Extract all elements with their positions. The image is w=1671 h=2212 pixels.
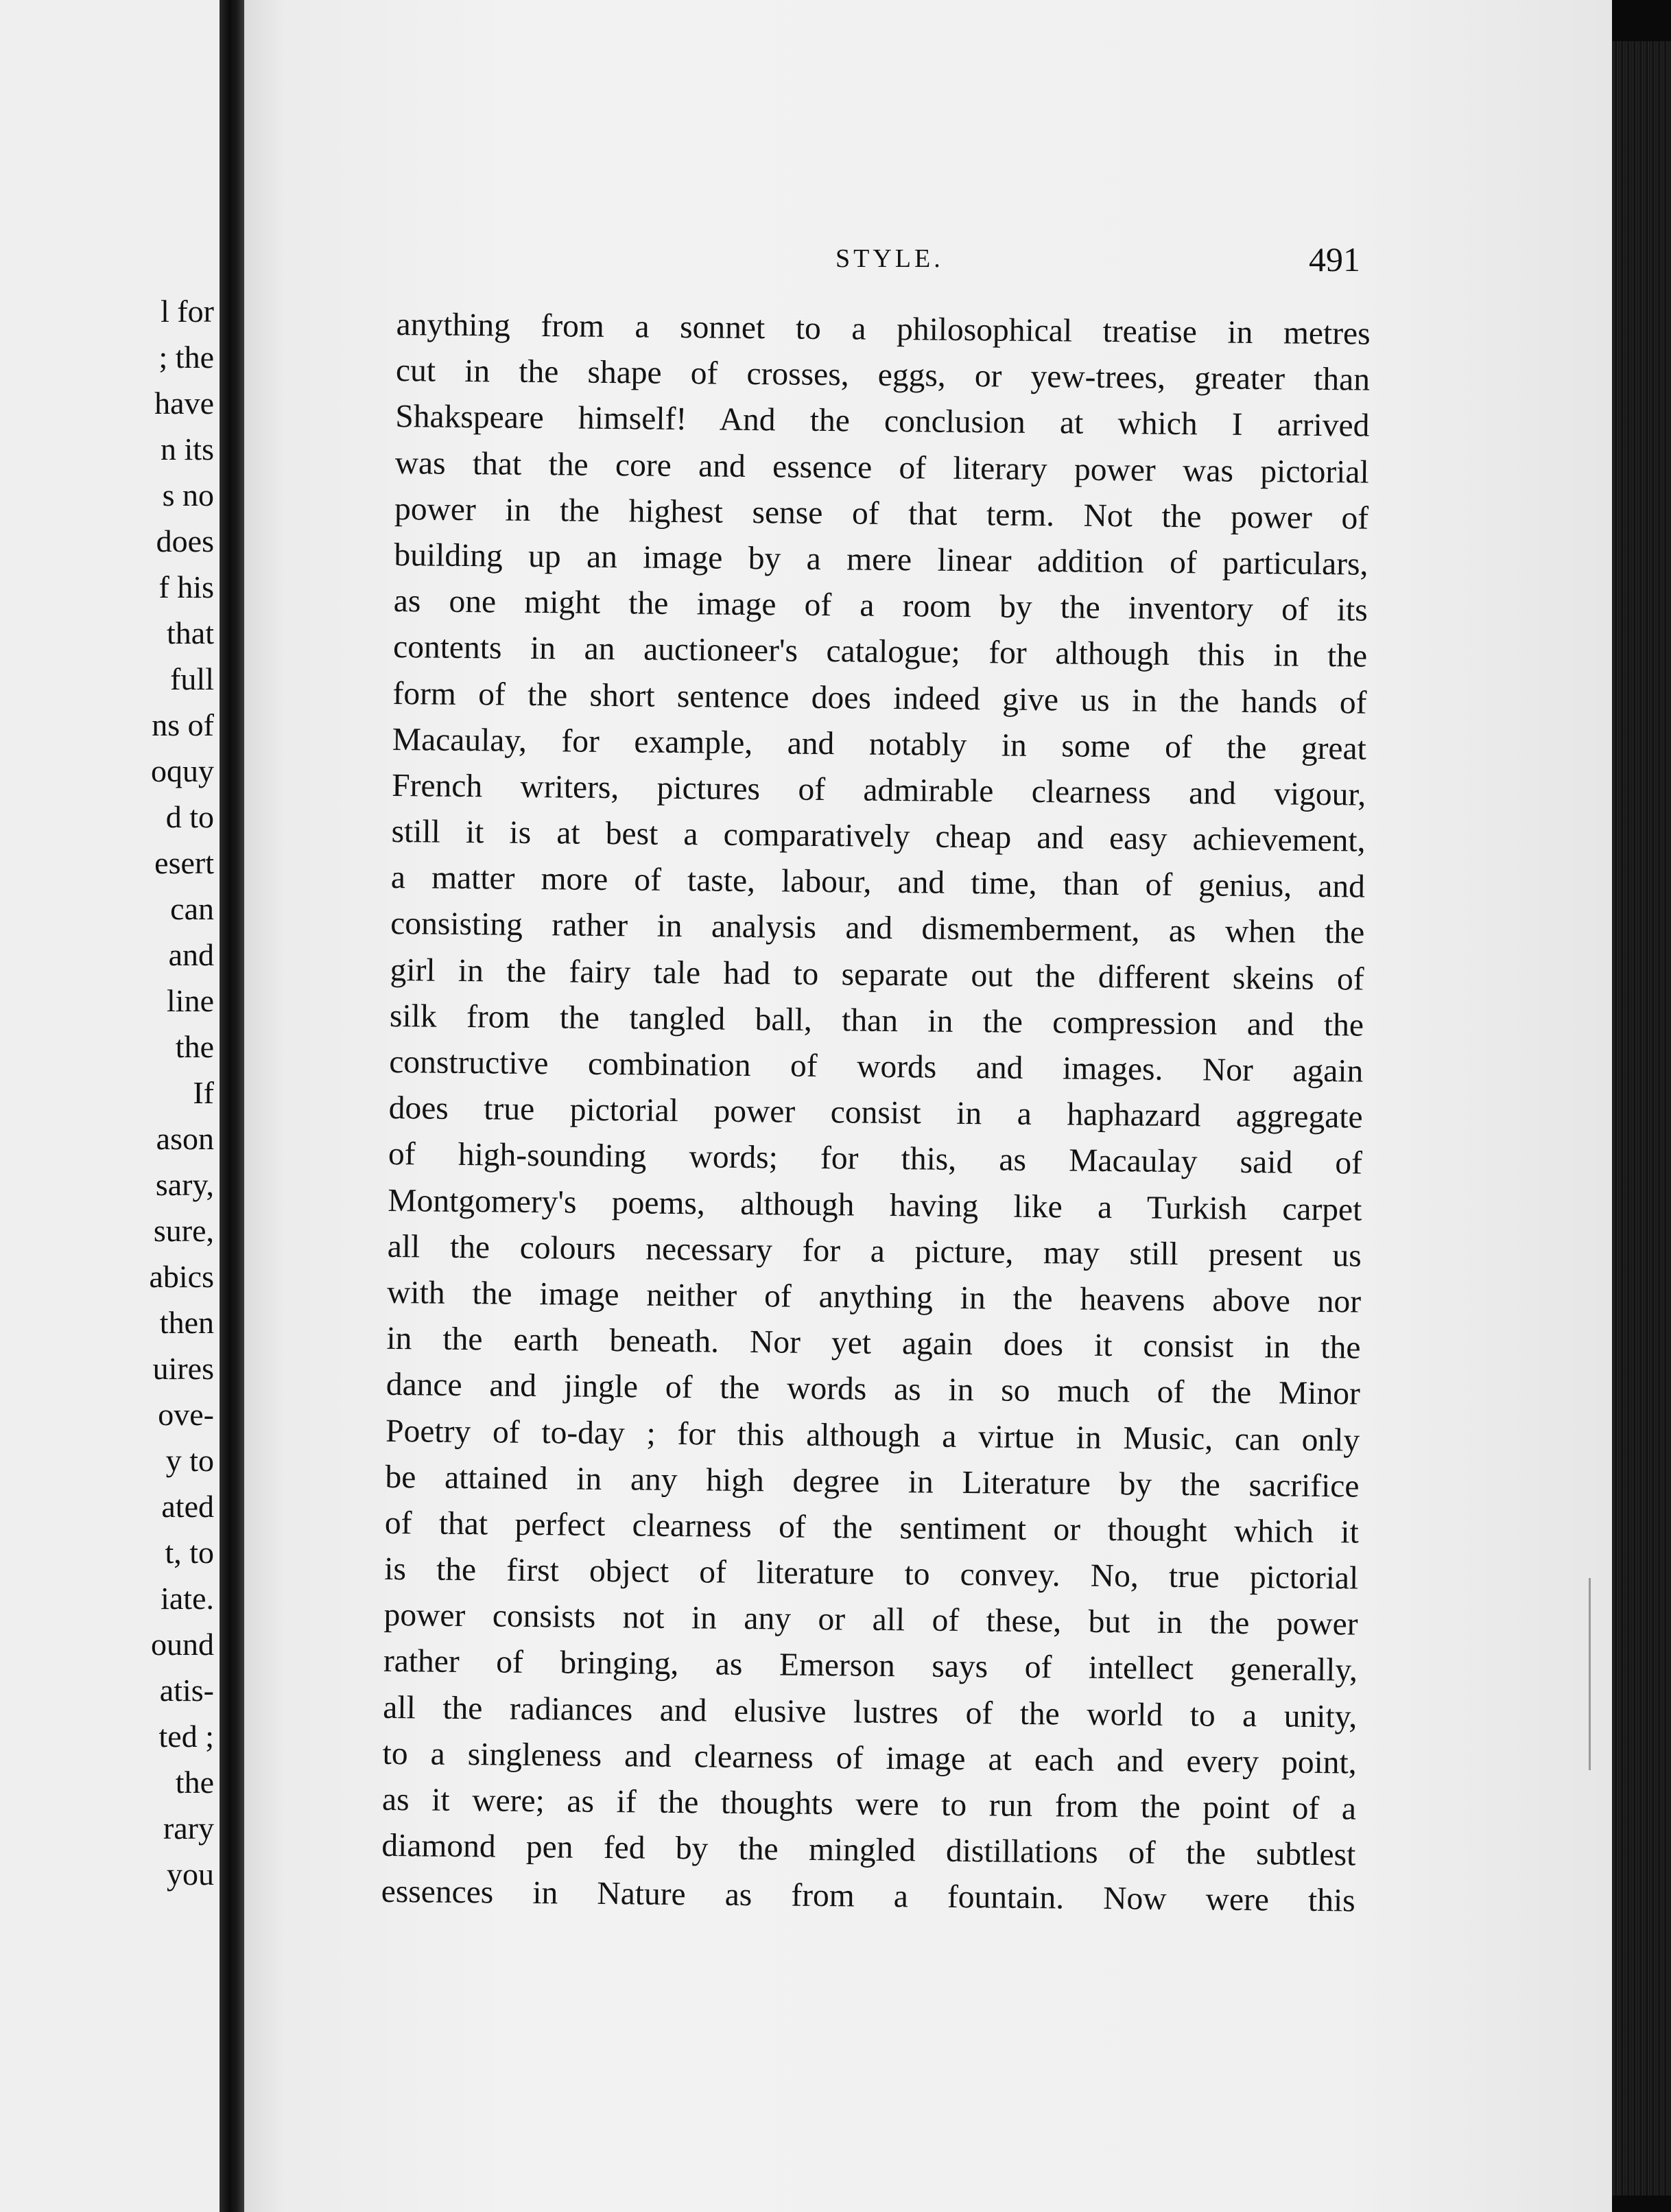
text-line: as it were; as if the thoughts were to run from the point of a bbox=[381, 1781, 1357, 1827]
text-line: of that perfect clearness of the sentiment or thought which it bbox=[384, 1505, 1360, 1551]
facing-page-line: If bbox=[193, 1075, 214, 1110]
facing-page-line: rary bbox=[163, 1811, 214, 1846]
text-line: as one might the image of a room by the inventory of its bbox=[393, 583, 1368, 628]
facing-page-line: iate. bbox=[161, 1581, 214, 1616]
facing-page-line: atis- bbox=[159, 1673, 214, 1708]
facing-page-line: ; the bbox=[158, 340, 214, 375]
text-line: to a singleness and clearness of image at each and every point, bbox=[382, 1735, 1357, 1781]
facing-page-line: ted ; bbox=[158, 1719, 214, 1754]
text-line: building up an image by a mere linear addition of particulars, bbox=[394, 537, 1368, 583]
text-line: Poetry of to-day ; for this although a virtue in Music, can only bbox=[385, 1413, 1360, 1459]
facing-page-line: f his bbox=[158, 569, 214, 604]
facing-page-line: oquy bbox=[151, 753, 214, 788]
facing-page-line: ove- bbox=[158, 1397, 214, 1432]
facing-page-line: you bbox=[167, 1857, 214, 1892]
text-line: girl in the fairy tale had to separate out the different skeins of bbox=[390, 952, 1364, 998]
text-line: of high-sounding words; for this, as Macaulay said of bbox=[388, 1136, 1363, 1181]
running-title: STYLE. bbox=[836, 244, 944, 273]
text-line: essences in Nature as from a fountain. Now were this bbox=[381, 1874, 1355, 1919]
margin-mark bbox=[1589, 1578, 1591, 1770]
facing-page-line: can bbox=[170, 891, 214, 926]
book-gutter bbox=[220, 0, 244, 2212]
text-line: be attained in any high degree in Literature by the sacrifice bbox=[385, 1459, 1360, 1505]
text-line: was that the core and essence of literary power was pictorial bbox=[394, 445, 1369, 491]
facing-page-line: n its bbox=[161, 432, 214, 467]
facing-page-line: l for bbox=[161, 294, 214, 329]
book-fore-edge bbox=[1612, 41, 1671, 2196]
text-line: silk from the tangled ball, than in the compression and the bbox=[389, 998, 1364, 1044]
text-line: power consists not in any or all of these, but in the power bbox=[383, 1597, 1358, 1643]
facing-page-line: sary, bbox=[155, 1167, 214, 1202]
facing-page-line: d to bbox=[165, 799, 214, 834]
facing-page-line: have bbox=[154, 386, 214, 421]
facing-page-line: that bbox=[167, 615, 214, 650]
text-line: cut in the shape of crosses, eggs, or yew-trees, greater than bbox=[395, 353, 1371, 398]
text-line: Montgomery's poems, although having like a Turkish carpet bbox=[388, 1182, 1362, 1228]
page-491 bbox=[244, 0, 1612, 2212]
text-line: French writers, pictures of admirable clearness and vigour, bbox=[391, 767, 1366, 813]
text-line: Macaulay, for example, and notably in some of the great bbox=[392, 721, 1367, 767]
text-line: dance and jingle of the words as in so much of the Minor bbox=[386, 1367, 1361, 1412]
text-line: diamond pen fed by the mingled distillations of the subtlest bbox=[381, 1828, 1356, 1873]
body-text bbox=[381, 302, 1371, 1925]
text-line: all the radiances and elusive lustres of the world to a unity, bbox=[383, 1689, 1358, 1735]
facing-page-line: ated bbox=[161, 1489, 214, 1524]
text-line: still it is at best a comparatively cheap and easy achievement, bbox=[391, 814, 1366, 859]
facing-page-line: s no bbox=[162, 478, 214, 513]
facing-page-line: ns of bbox=[152, 707, 214, 742]
facing-page-line: esert bbox=[154, 845, 214, 880]
text-line: in the earth beneath. Nor yet again does it consist in the bbox=[386, 1321, 1361, 1366]
facing-page-text bbox=[8, 288, 214, 1897]
text-line: rather of bringing, as Emerson says of intellect generally, bbox=[383, 1643, 1358, 1689]
text-line: consisting rather in analysis and dismemberment, as when the bbox=[390, 906, 1365, 952]
text-line: anything from a sonnet to a philosophical treatise in metres bbox=[396, 306, 1371, 352]
text-line: a matter more of taste, labour, and time, than of genius, and bbox=[390, 860, 1366, 905]
text-line: Shakspeare himself! And the conclusion at which I arrived bbox=[395, 399, 1370, 444]
text-line: form of the short sentence does indeed give us in the hands of bbox=[392, 675, 1367, 721]
text-line: is the first object of literature to convey. No, true pictorial bbox=[384, 1551, 1359, 1597]
facing-page-line: the bbox=[175, 1765, 214, 1800]
text-line: constructive combination of words and images. Nor again bbox=[389, 1044, 1364, 1090]
facing-page-line: uires bbox=[152, 1351, 214, 1386]
text-line: contents in an auctioneer's catalogue; for although this in the bbox=[392, 629, 1368, 674]
facing-page-line: does bbox=[156, 523, 214, 558]
facing-page-line: ason bbox=[156, 1121, 214, 1156]
facing-page-line: y to bbox=[165, 1443, 214, 1478]
facing-page-line: abics bbox=[149, 1259, 214, 1294]
facing-page-line: sure, bbox=[153, 1213, 214, 1248]
facing-page-line: line bbox=[167, 983, 214, 1018]
facing-page-line: and bbox=[168, 937, 214, 972]
running-head bbox=[244, 240, 1612, 285]
facing-page-left bbox=[0, 0, 220, 2212]
text-line: with the image neither of anything in the heavens above nor bbox=[386, 1274, 1362, 1320]
facing-page-line: full bbox=[170, 661, 214, 696]
facing-page-line: t, to bbox=[165, 1535, 214, 1570]
facing-page-line: then bbox=[159, 1305, 214, 1340]
page-number: 491 bbox=[1309, 240, 1360, 279]
facing-page-line: the bbox=[175, 1029, 214, 1064]
text-line: does true pictorial power consist in a haphazard aggregate bbox=[388, 1090, 1363, 1136]
text-line: all the colours necessary for a picture, may still present us bbox=[387, 1228, 1362, 1274]
facing-page-line: ound bbox=[151, 1627, 214, 1662]
text-line: power in the highest sense of that term. Not the power of bbox=[394, 491, 1369, 537]
